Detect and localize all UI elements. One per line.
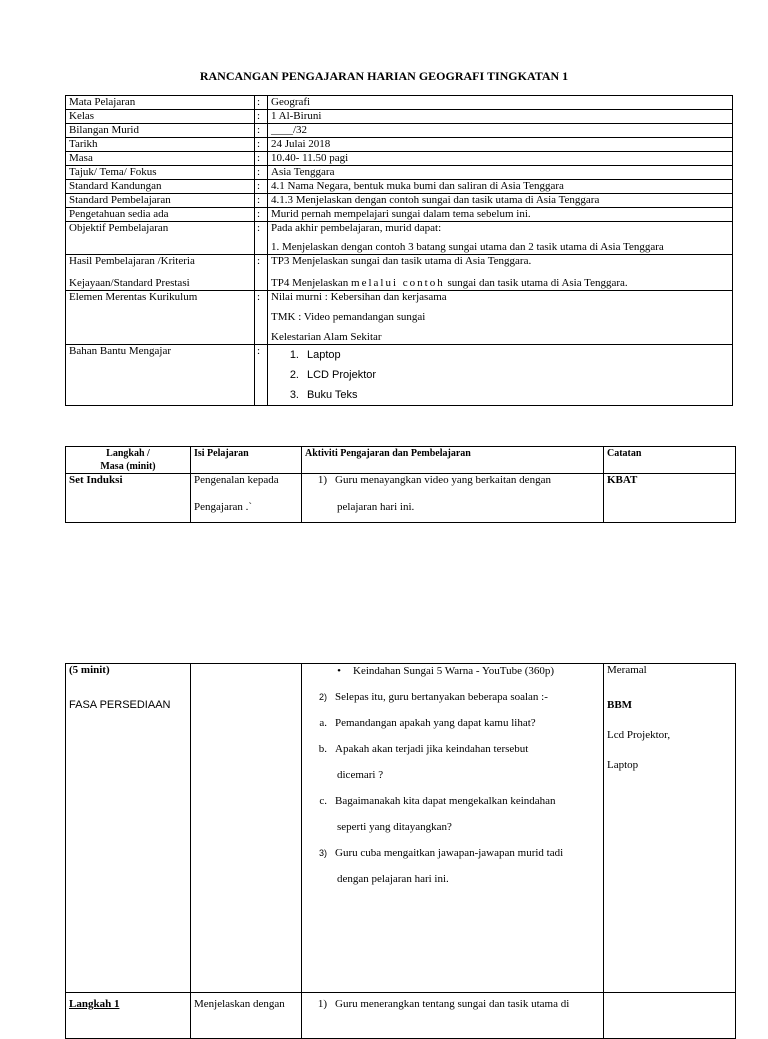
question-b-cont: dicemari ? — [337, 769, 384, 781]
info-row — [66, 96, 733, 110]
bahan-label: Bahan Bantu Mengajar — [66, 345, 255, 406]
header-isi: Isi Pelajaran — [191, 447, 302, 474]
info-row — [66, 124, 733, 138]
hasil-tp3: TP3 Menjelaskan sungai dan tasik utama di Asia Tenggara. — [271, 255, 532, 267]
objektif-line2: 1. Menjelaskan dengan contoh 3 batang sungai utama dan 2 tasik utama di Asia Tenggara — [271, 241, 664, 253]
isi-line2: Pengajaran .` — [194, 501, 253, 513]
bullet-icon: • — [337, 665, 341, 677]
catatan-kbat: KBAT — [604, 474, 736, 523]
header-langkah: Langkah / — [106, 448, 150, 459]
elemen-line1: Nilai murni : Kebersihan dan kerjasama — [271, 291, 447, 303]
separator: : — [255, 208, 268, 222]
info-row — [66, 180, 733, 194]
info-label: Tajuk/ Tema/ Fokus — [66, 166, 255, 180]
bahan-item: 3. Buku Teks — [289, 389, 358, 401]
info-value: Asia Tenggara — [268, 166, 733, 180]
elemen-label: Elemen Merentas Kurikulum — [66, 291, 255, 345]
bahan-item: 2. LCD Projektor — [289, 369, 377, 381]
catatan-lcd: Lcd Projektor, — [607, 729, 671, 741]
langkah1-aktiviti: 1) Guru menerangkan tentang sungai dan tasik utama di — [302, 993, 604, 1039]
separator: : — [255, 166, 268, 180]
info-row — [66, 194, 733, 208]
hasil-label-1: Hasil Pembelajaran /Kriteria — [69, 255, 195, 267]
info-value: 4.1 Nama Negara, bentuk muka bumi dan saliran di Asia Tenggara — [268, 180, 733, 194]
plan-table-body — [65, 663, 736, 1039]
separator: : — [255, 194, 268, 208]
plan-table-header — [65, 446, 736, 523]
separator: : — [255, 180, 268, 194]
separator: : — [255, 345, 268, 406]
catatan-meramal: Meramal — [607, 664, 647, 676]
separator: : — [255, 96, 268, 110]
aktiviti-line2: pelajaran hari ini. — [337, 501, 415, 513]
hasil-row — [66, 255, 733, 291]
info-label: Bilangan Murid — [66, 124, 255, 138]
question-c: c. Bagaimanakah kita dapat mengekalkan keindahan — [319, 795, 556, 807]
catatan-bbm: BBM — [607, 699, 633, 711]
info-label: Standard Kandungan — [66, 180, 255, 194]
page-title: RANCANGAN PENGAJARAN HARIAN GEOGRAFI TINGKATAN 1 — [199, 69, 569, 83]
question-c-cont: seperti yang ditayangkan? — [337, 821, 452, 833]
info-label: Mata Pelajaran — [66, 96, 255, 110]
separator: : — [255, 152, 268, 166]
info-label: Kelas — [66, 110, 255, 124]
info-row — [66, 152, 733, 166]
info-value: 1 Al-Biruni — [268, 110, 733, 124]
info-row — [66, 138, 733, 152]
info-label: Pengetahuan sedia ada — [66, 208, 255, 222]
langkah1-isi: Menjelaskan dengan — [191, 993, 302, 1039]
info-value: 24 Julai 2018 — [268, 138, 733, 152]
objektif-label: Objektif Pembelajaran — [66, 222, 255, 255]
info-label: Tarikh — [66, 138, 255, 152]
info-label: Standard Pembelajaran — [66, 194, 255, 208]
separator: : — [255, 138, 268, 152]
fasa-label: FASA PERSEDIAAN — [69, 699, 171, 711]
hasil-label-2: Kejayaan/Standard Prestasi — [69, 277, 190, 289]
langkah1-row — [66, 993, 736, 1039]
elemen-line2: TMK : Video pemandangan sungai — [271, 311, 426, 323]
bahan-item: 1. Laptop — [289, 349, 341, 361]
bahan-row — [66, 345, 733, 406]
aktiviti-line1: 1) Guru menayangkan video yang berkaitan dengan — [317, 474, 551, 486]
video-bullet: • Keindahan Sungai 5 Warna - YouTube (360p) — [305, 665, 600, 678]
separator: : — [255, 291, 268, 345]
step-3: 3) Guru cuba mengaitkan jawapan-jawapan murid tadi — [318, 847, 564, 859]
info-value: Murid pernah mempelajari sungai dalam tema sebelum ini. — [268, 208, 733, 222]
info-label: Masa — [66, 152, 255, 166]
info-row — [66, 208, 733, 222]
separator: : — [255, 222, 268, 255]
header-catatan: Catatan — [604, 447, 736, 474]
question-a: a. Pemandangan apakah yang dapat kamu lihat? — [319, 717, 536, 729]
header-masa: Masa (minit) — [100, 461, 156, 472]
plan-header-row — [66, 447, 736, 474]
info-table — [65, 95, 733, 406]
isi-line1: Pengenalan kepada — [194, 474, 279, 486]
set-induksi-label: Set Induksi — [66, 474, 191, 523]
separator: : — [255, 110, 268, 124]
info-value: ____/32 — [268, 124, 733, 138]
langkah1-label: Langkah 1 — [66, 993, 191, 1039]
elemen-line3: Kelestarian Alam Sekitar — [271, 331, 382, 343]
step-3-cont: dengan pelajaran hari ini. — [337, 873, 449, 885]
info-row — [66, 110, 733, 124]
separator: : — [255, 255, 268, 291]
header-aktiviti: Aktiviti Pengajaran dan Pembelajaran — [302, 447, 604, 474]
separator: : — [255, 124, 268, 138]
catatan-laptop: Laptop — [607, 759, 639, 771]
info-value: 4.1.3 Menjelaskan dengan contoh sungai dan tasik utama di Asia Tenggara — [268, 194, 733, 208]
persediaan-row — [66, 664, 736, 993]
info-value: Geografi — [268, 96, 733, 110]
step-2: 2) Selepas itu, guru bertanyakan beberapa soalan :- — [318, 691, 548, 703]
info-row — [66, 166, 733, 180]
set-induksi-row — [66, 474, 736, 523]
hasil-tp4: TP4 Menjelaskan melalui contoh sungai dan tasik utama di Asia Tenggara. — [271, 277, 628, 289]
question-b: b. Apakah akan terjadi jika keindahan tersebut — [318, 743, 529, 755]
info-value: 10.40- 11.50 pagi — [268, 152, 733, 166]
elemen-row — [66, 291, 733, 345]
masa-label: (5 minit) — [69, 664, 110, 676]
objektif-line1: Pada akhir pembelajaran, murid dapat: — [271, 222, 442, 234]
objektif-row — [66, 222, 733, 255]
